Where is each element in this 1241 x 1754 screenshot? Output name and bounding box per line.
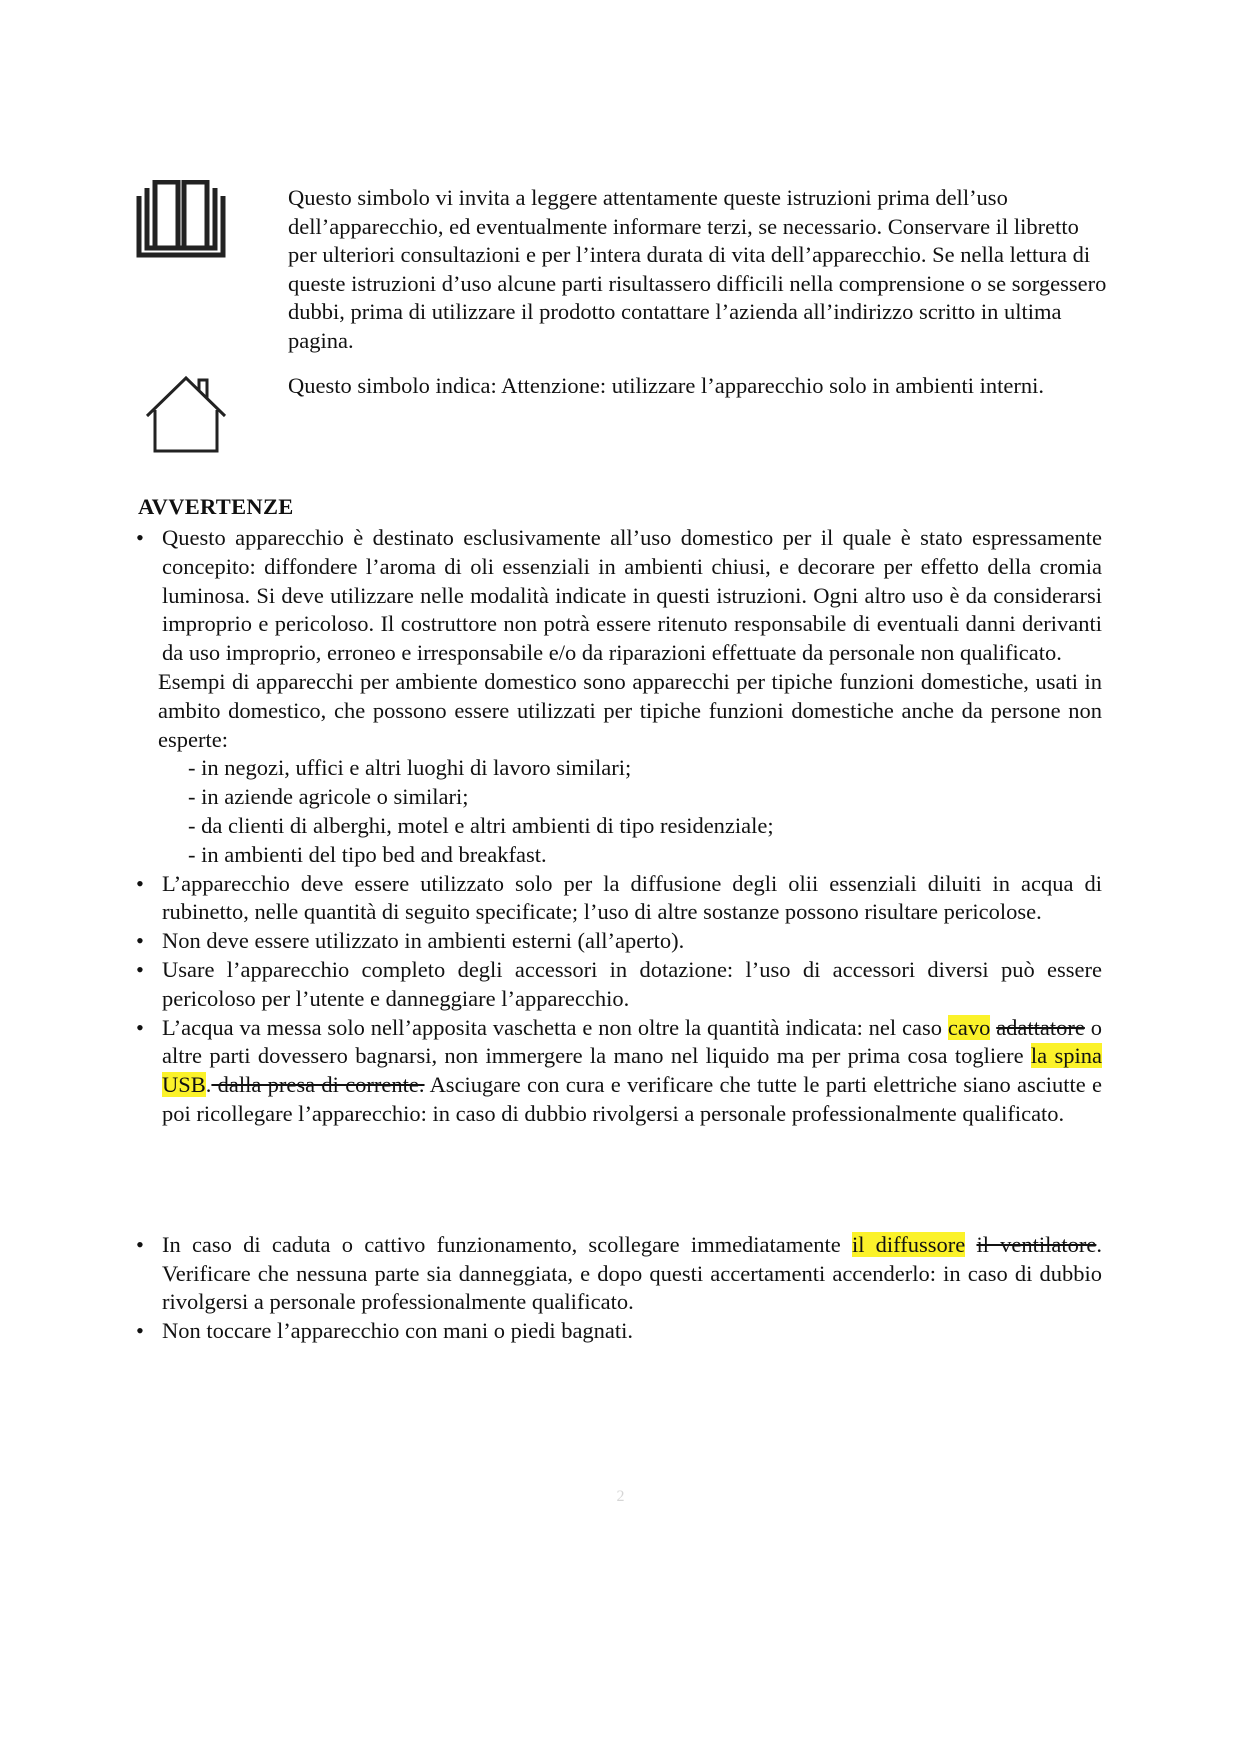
- text-segment: L’acqua va messa solo nell’apposita vaschetta e non oltre la quantità indicata: nel caso: [162, 1014, 948, 1040]
- warning-item: • Non toccare l’apparecchio con mani o piedi bagnati.: [136, 1317, 1102, 1346]
- warning-item: [136, 1014, 1102, 1129]
- examples-list: [162, 754, 1102, 869]
- text-segment: Asciugare con cura e verificare che tutte le parti elettriche siano asciutte e poi ricollegare l’apparecchio: in caso di dubbio rivolgersi a personale professionalmente qualificato.: [162, 1072, 1102, 1126]
- struck-text: il ventilatore: [976, 1231, 1097, 1257]
- warning-item: • L’apparecchio deve essere utilizzato solo per la diffusione degli olii essenziali diluiti in acqua di rubinetto, nelle quantità di seguito specificate; l’uso di altre sostanze possono risultare pericolose.: [136, 870, 1102, 928]
- warnings-section: [136, 492, 1102, 1346]
- struck-text: dalla presa di corrente.: [211, 1072, 425, 1098]
- warning-item: • Usare l’apparecchio completo degli accessori in dotazione: l’uso di accessori diversi può essere pericoloso per l’utente e danneggiare l’apparecchio.: [136, 956, 1102, 1014]
- page-number: 2: [616, 1488, 625, 1505]
- struck-text: adattatore: [996, 1014, 1085, 1040]
- text-segment: . Verificare che nessuna parte sia danneggiata, e dopo questi accertamenti accenderlo: in caso di dubbio rivolgersi a personale professionalmente qualificato.: [162, 1231, 1102, 1315]
- symbol-read-instructions-text: Questo simbolo vi invita a leggere attentamente queste istruzioni prima dell’uso dell’apparecchio, ed eventualmente informare terzi, se necessario. Conservare il libretto per ulteriori consultazioni e per l’intera durata di vita dell’apparecchio. Se nella lettura di queste istruzioni d’uso alcune parti risultassero difficili nella comprensione o se sorgessero dubbi, prima di utilizzare il prodotto contattare l’azienda all’indirizzo scritto in ultima pagina.: [288, 185, 1107, 353]
- examples-intro: Esempi di apparecchi per ambiente domestico sono apparecchi per tipiche funzioni domestiche, usati in ambito domestico, che possono essere utilizzati per tipiche funzioni domestiche anche da persone non esperte:: [158, 668, 1102, 752]
- text-segment: .: [205, 1072, 212, 1098]
- example-item: - in negozi, uffici e altri luoghi di lavoro similari;: [188, 755, 632, 781]
- warning-item: [136, 524, 1102, 870]
- warnings-heading: AVVERTENZE: [138, 494, 294, 519]
- symbol-indoor-use-text: Questo simbolo indica: Attenzione: utilizzare l’apparecchio solo in ambienti interni.: [288, 373, 1045, 398]
- highlighted-edit: il diffussore: [851, 1231, 966, 1257]
- text-segment: [965, 1232, 976, 1257]
- warning-text: • Questo apparecchio è destinato esclusivamente all’uso domestico per il quale è stato espressamente concepito: diffondere l’aroma di oli essenziali in ambienti chiusi, e decorare per effetto della cromia luminosa. Si deve utilizzare nelle modalità indicate in questi istruzioni. Ogni altro uso è da considerarsi improprio e pericoloso. Il costruttore non potrà essere ritenuto responsabile di eventuali danni derivanti da uso improprio, erroneo e irresponsabile e/o da riparazioni effettuate da personale non qualificato.: [162, 525, 1102, 666]
- text-segment: In caso di caduta o cattivo funzionamento, scollegare immediatamente: [162, 1231, 852, 1257]
- example-item: - in aziende agricole o similari;: [188, 784, 469, 810]
- spacer: [136, 1129, 1102, 1231]
- warning-item: • Non deve essere utilizzato in ambienti esterni (all’aperto).: [136, 927, 1102, 956]
- warnings-list: [136, 524, 1102, 1129]
- example-item: - in ambienti del tipo bed and breakfast.: [188, 841, 547, 867]
- warnings-list-continued: [136, 1231, 1102, 1346]
- warning-item: [136, 1231, 1102, 1317]
- highlighted-edit: cavo: [947, 1014, 991, 1040]
- text-segment: o altre parti dovessero bagnarsi, non immergere la mano nel liquido ma per prima cosa togliere: [162, 1014, 1102, 1069]
- example-item: - da clienti di alberghi, motel e altri ambienti di tipo residenziale;: [188, 812, 774, 838]
- highlighted-edit: la spina USB: [162, 1043, 1103, 1098]
- house-icon: [144, 374, 228, 454]
- book-icon: [134, 180, 228, 260]
